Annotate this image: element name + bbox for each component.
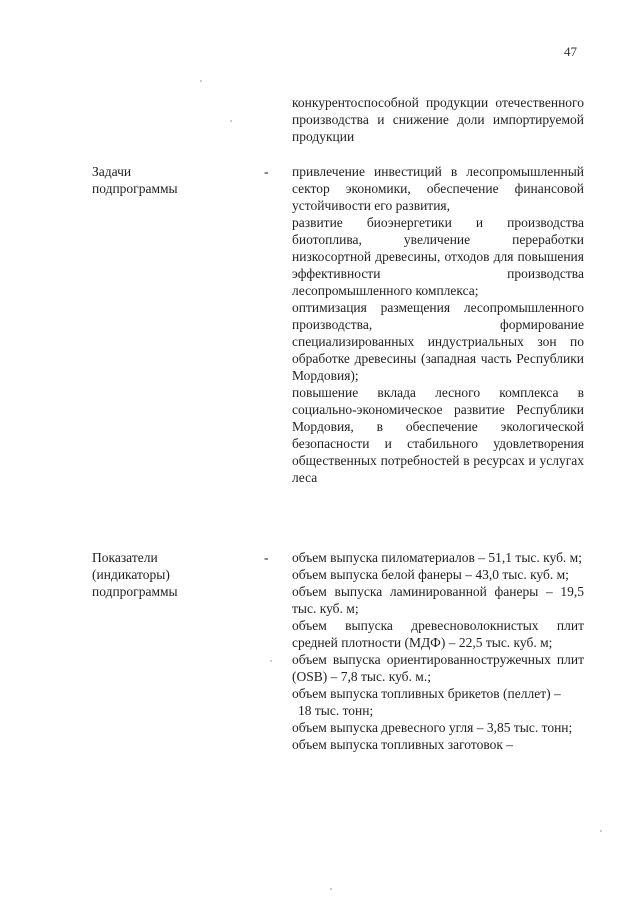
scan-speck <box>270 660 272 662</box>
indicator-item: объем выпуска ламинированной фанеры – 19,5 тыс. куб. м; <box>292 584 584 616</box>
indicator-item: объем выпуска пиломатериалов – 51,1 тыс. куб. м; <box>292 550 582 565</box>
indicator-item: объем выпуска топливных заготовок – <box>292 737 514 752</box>
scan-speck <box>230 120 232 122</box>
indicator-item: объем выпуска топливных брикетов (пеллет) – <box>292 686 561 701</box>
indicator-item: объем выпуска ориентированностружечных плит (OSB) – 7,8 тыс. куб. м.; <box>292 652 584 684</box>
indicator-item: 18 тыс. тонн; <box>298 703 374 718</box>
task-item: развитие биоэнергетики и производства биотоплива, увеличение переработки низкосортной древесины, отходов для повышения эффективности производства лесопромышленного комплекса; <box>292 215 584 298</box>
tasks-label: Задачи подпрограммы <box>92 164 178 196</box>
scan-speck <box>330 888 332 890</box>
indicator-item: объем выпуска древесноволокнистых плит средней плотности (МДФ) – 22,5 тыс. куб. м; <box>292 618 584 650</box>
indicators-list <box>292 549 584 753</box>
intro-paragraph <box>292 94 584 145</box>
indicator-item: объем выпуска белой фанеры – 43,0 тыс. куб. м; <box>292 567 569 582</box>
intro-text: конкурентоспособной продукции отечественного производства и снижение доли импортируемой продукции <box>292 95 584 144</box>
task-item: повышение вклада лесного комплекса в социально-экономическое развитие Республики Мордовия, в обеспечение экологической безопасности и стабильного удовлетворения общественных потребностей в ресурсах и услугах леса <box>292 385 584 485</box>
scan-speck <box>200 80 202 82</box>
tasks-dash: - <box>264 164 269 179</box>
tasks-list <box>292 163 584 486</box>
indicator-item: объем выпуска древесного угля – 3,85 тыс. тонн; <box>292 720 573 735</box>
task-item: привлечение инвестиций в лесопромышленный сектор экономики, обеспечение финансовой устойчивости его развития, <box>292 164 584 213</box>
scan-speck <box>600 830 602 832</box>
indicators-label: Показатели (индикаторы) подпрограммы <box>92 550 178 599</box>
page-number: 47 <box>564 44 577 59</box>
indicators-dash: - <box>264 550 269 565</box>
task-item: оптимизация размещения лесопромышленного производства, формирование специализированных индустриальных зон по обработке древесины (западная часть Республики Мордовия); <box>292 300 584 383</box>
